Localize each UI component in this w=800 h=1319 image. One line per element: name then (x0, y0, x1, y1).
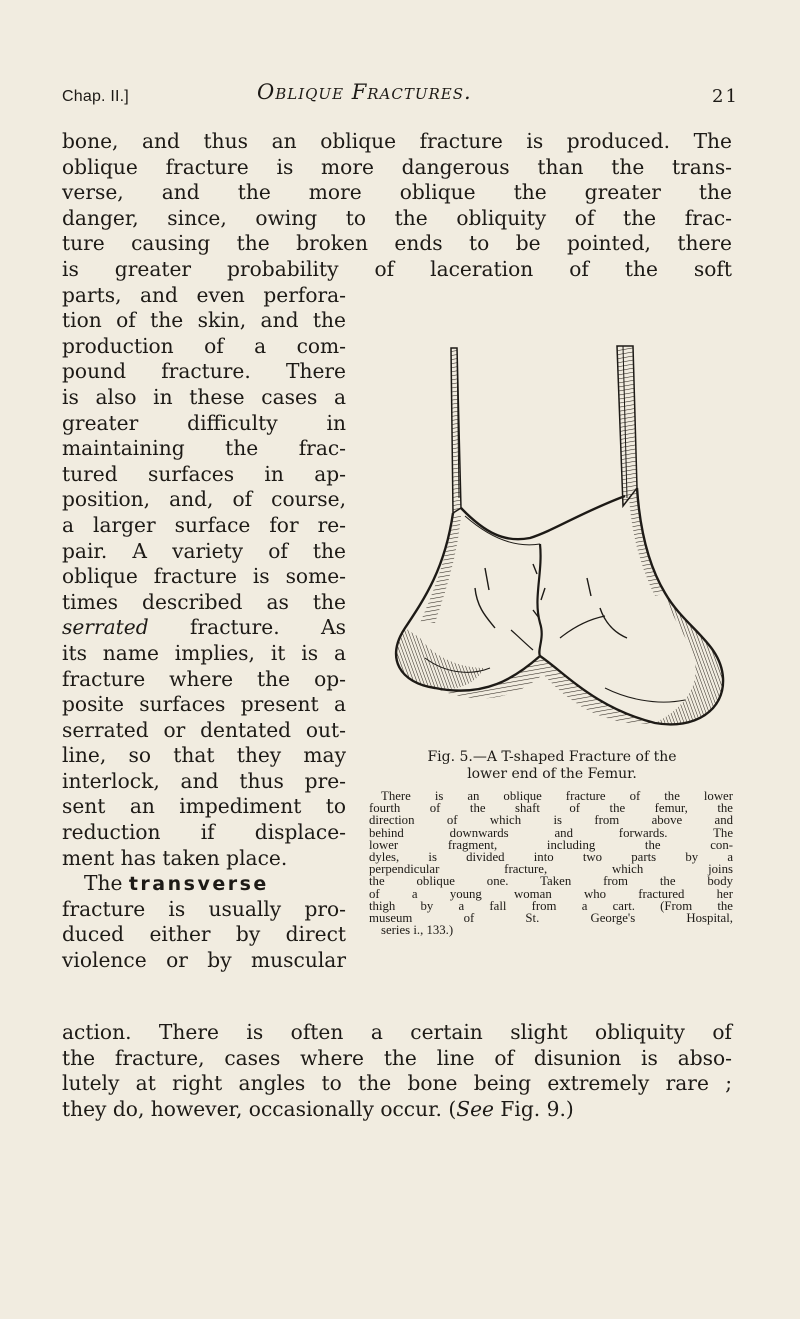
see-word: See (456, 1096, 494, 1121)
text-line: posite surfaces present a (62, 692, 346, 717)
caption-line: There is an oblique fracture of the lower (381, 789, 733, 803)
text-line: greater difficulty in (62, 410, 346, 435)
serrated-rest: fracture. As (148, 615, 346, 640)
text-line: ment has taken place. (62, 845, 288, 870)
text-line-transverse (62, 871, 346, 897)
text-line: pair. A variety of the (62, 538, 346, 563)
text-line: bone, and thus an oblique fracture is produced. The (62, 129, 732, 153)
caption-line: fourth of the shaft of the femur, the (369, 801, 733, 816)
text-line: reduction if displace- (62, 820, 346, 845)
text-line: pound fracture. There (62, 359, 346, 384)
text-line: times described as the (62, 589, 346, 614)
figure-caption-title (368, 749, 736, 783)
text-line: duced either by direct (62, 922, 346, 947)
text-line: interlock, and thus pre- (62, 768, 346, 793)
transverse-lead: The (84, 871, 129, 896)
caption-line: series i., 133.) (381, 923, 454, 938)
text-line: maintaining the frac- (62, 436, 346, 461)
caption-line: the oblique one. Taken from the body (369, 874, 733, 889)
femur-fracture-illustration (365, 338, 743, 728)
caption-line: behind downwards and forwards. The (369, 825, 733, 840)
text-line: the fracture, cases where the line of disunion is abso- (62, 1045, 732, 1070)
text-line: ture causing the broken ends to be pointed, there (62, 231, 732, 256)
text-line: line, so that they may (62, 743, 346, 768)
caption-line: museum of St. George's Hospital, (369, 911, 733, 926)
text-line: sent an impediment to (62, 794, 346, 819)
text-line: its name implies, it is a (62, 640, 346, 665)
text-line: fracture where the op- (62, 666, 346, 691)
transverse-term: transverse (128, 873, 269, 896)
text-line: action. There is often a certain slight obliquity of (62, 1020, 732, 1044)
paragraph-bottom (62, 1020, 732, 1122)
text-line: is greater probability of laceration of the soft (62, 256, 732, 281)
caption-line: direction of which is from above and (369, 813, 733, 828)
text-line: lutely at right angles to the bone being extremely rare ; (62, 1071, 732, 1096)
text-line: tured surfaces in ap- (62, 461, 346, 486)
caption-line: thigh by a fall from a cart. (From the (369, 898, 733, 913)
running-title: Oblique Fractures. (257, 80, 472, 104)
last-line-tail: Fig. 9.) (493, 1096, 574, 1121)
text-line: oblique fracture is more dangerous than the trans- (62, 154, 732, 179)
text-line-serrated (62, 615, 346, 641)
figure-caption-body (369, 790, 733, 936)
paragraph-left-column (62, 283, 346, 974)
caption-line: perpendicular fracture, which joins (369, 862, 733, 877)
caption-line: dyles, is divided into two parts by a (369, 850, 733, 865)
text-line: serrated or dentated out- (62, 717, 346, 742)
paragraph-top (62, 129, 732, 283)
chapter-label: Chap. II.] (62, 88, 129, 105)
text-line: danger, since, owing to the obliquity of the frac- (62, 205, 732, 230)
text-line: tion of the skin, and the (62, 308, 346, 333)
text-line-last (62, 1097, 732, 1123)
text-line: verse, and the more oblique the greater the (62, 180, 732, 205)
caption-title-line: Fig. 5.—A T-shaped Fracture of the (427, 749, 677, 765)
text-line: oblique fracture is some- (62, 564, 346, 589)
last-line-lead: they do, however, occasionally occur. ( (62, 1096, 457, 1121)
caption-line: lower fragment, including the con- (369, 837, 733, 852)
serrated-term: serrated (62, 615, 149, 640)
text-line: a larger surface for re- (62, 512, 346, 537)
page-number: 21 (712, 86, 739, 107)
text-line: production of a com- (62, 333, 346, 358)
caption-title-line: lower end of the Femur. (467, 766, 637, 782)
text-line: violence or by muscular (62, 948, 346, 973)
text-line: parts, and even perfora- (62, 282, 346, 307)
text-line: fracture is usually pro- (62, 896, 346, 921)
caption-line: of a young woman who fractured her (369, 886, 733, 901)
text-line: is also in these cases a (62, 384, 346, 409)
text-line: position, and, of course, (62, 487, 346, 512)
